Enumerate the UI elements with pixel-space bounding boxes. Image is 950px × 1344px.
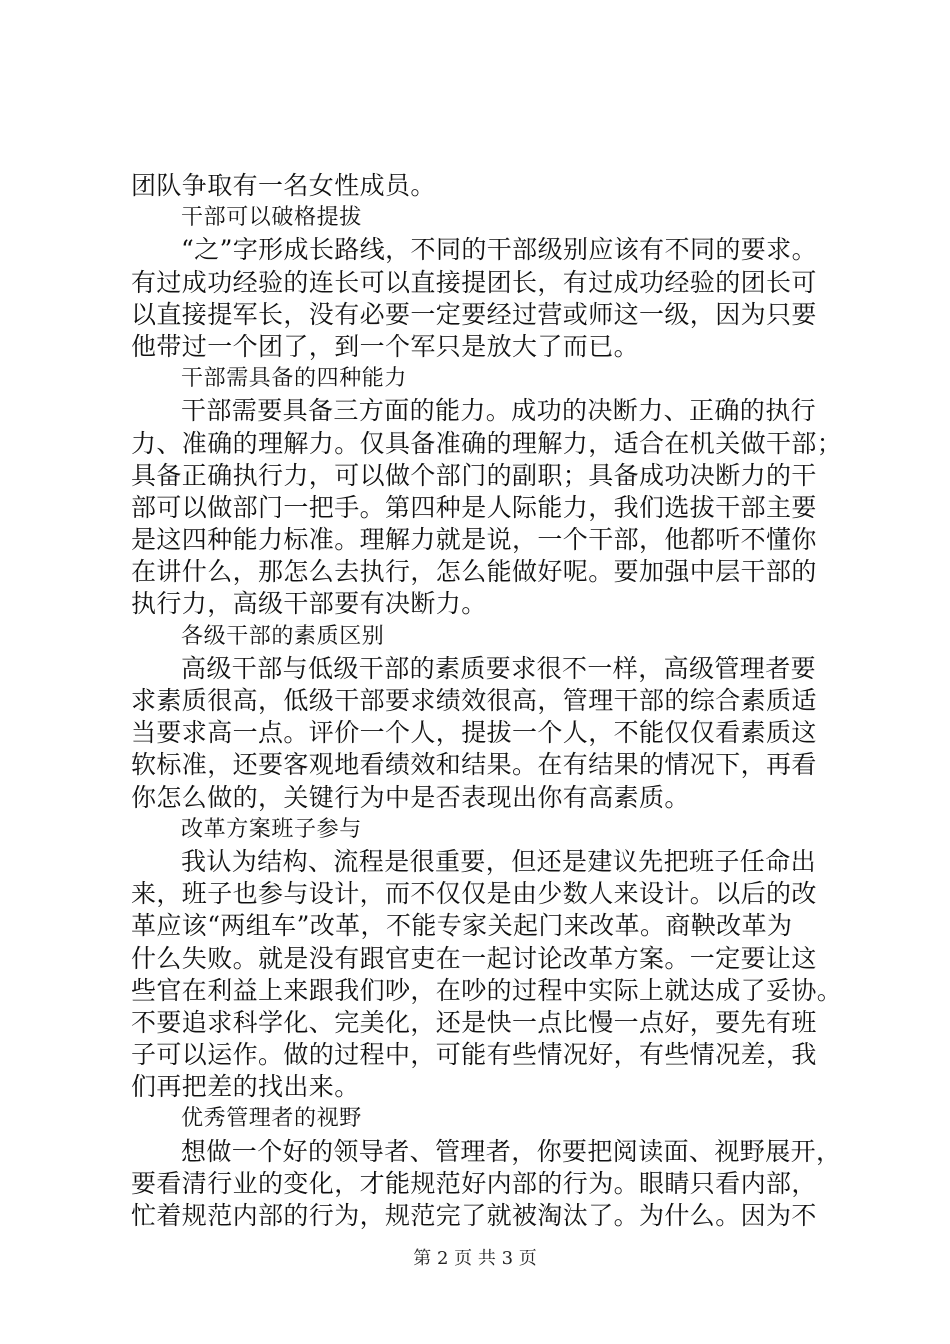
document-body [131, 170, 843, 1232]
paragraph-line: 当要求高一点。评价一个人，提拔一个人，不能仅仅看素质这 [131, 718, 817, 748]
paragraph-line: 革应该“两组车”改革，不能专家关起门来改革。商鞅改革为 [131, 911, 793, 941]
paragraph-line: 什么失败。就是没有跟官吏在一起讨论改革方案。一定要让这 [131, 943, 817, 973]
paragraph-line: 执行力，高级干部要有决断力。 [131, 589, 487, 619]
paragraph-line: 团队争取有一名女性成员。 [131, 171, 436, 200]
section-heading: 干部可以破格提拔 [181, 205, 362, 231]
paragraph-line: 你怎么做的，关键行为中是否表现出你有高素质。 [131, 782, 690, 812]
paragraph-line: 们再把差的找出来。 [131, 1072, 360, 1102]
section-heading: 干部需具备的四种能力 [181, 366, 408, 392]
paragraph-line: 忙着规范内部的行为，规范完了就被淘汰了。为什么。因为不 [131, 1201, 817, 1230]
paragraph-line: 求素质很高，低级干部要求绩效很高，管理干部的综合素质适 [131, 686, 817, 715]
paragraph-line: 子可以运作。做的过程中，可能有些情况好，有些情况差，我 [131, 1040, 817, 1070]
section-heading: 改革方案班子参与 [181, 816, 362, 842]
paragraph-line: 高级干部与低级干部的素质要求很不一样，高级管理者要 [181, 653, 817, 683]
paragraph-line: 以直接提军长，没有必要一定要经过营或师这一级，因为只要 [131, 299, 817, 329]
section-heading: 各级干部的素质区别 [181, 623, 385, 649]
paragraph-line: 在讲什么，那怎么去执行，怎么能做好呢。要加强中层干部的 [131, 557, 817, 587]
paragraph-line: 想做一个好的领导者、管理者，你要把阅读面、视野展开， [181, 1136, 842, 1166]
paragraph-line: 软标准，还要客观地看绩效和结果。在有结果的情况下，再看 [131, 750, 817, 780]
paragraph-line: 力、准确的理解力。仅具备准确的理解力，适合在机关做干部； [131, 428, 843, 458]
paragraph-line: 我认为结构、流程是很重要，但还是建议先把班子任命出 [181, 846, 817, 876]
section-heading: 优秀管理者的视野 [181, 1106, 362, 1132]
paragraph-line: 具备正确执行力，可以做个部门的副职；具备成功决断力的干 [131, 460, 817, 490]
paragraph-line: “之”字形成长路线，不同的干部级别应该有不同的要求。 [181, 235, 817, 265]
paragraph-line: 干部需要具备三方面的能力。成功的决断力、正确的执行 [181, 396, 817, 426]
paragraph-line: 要看清行业的变化，才能规范好内部的行为。眼睛只看内部， [131, 1168, 817, 1198]
paragraph-line: 部可以做部门一把手。第四种是人际能力，我们选拔干部主要 [131, 492, 817, 522]
paragraph-line: 不要追求科学化、完美化，还是快一点比慢一点好，要先有班 [131, 1007, 817, 1037]
paragraph-line: 他带过一个团了，到一个军只是放大了而已。 [131, 331, 640, 361]
paragraph-line: 来，班子也参与设计，而不仅仅是由少数人来设计。以后的改 [131, 879, 817, 909]
paragraph-line: 些官在利益上来跟我们吵，在吵的过程中实际上就达成了妥协。 [131, 975, 843, 1005]
paragraph-line: 有过成功经验的连长可以直接提团长，有过成功经验的团长可 [131, 267, 817, 297]
paragraph-line: 是这四种能力标准。理解力就是说，一个干部，他都听不懂你 [131, 525, 817, 555]
page-footer: 第 2 页 共 3 页 [413, 1248, 537, 1269]
